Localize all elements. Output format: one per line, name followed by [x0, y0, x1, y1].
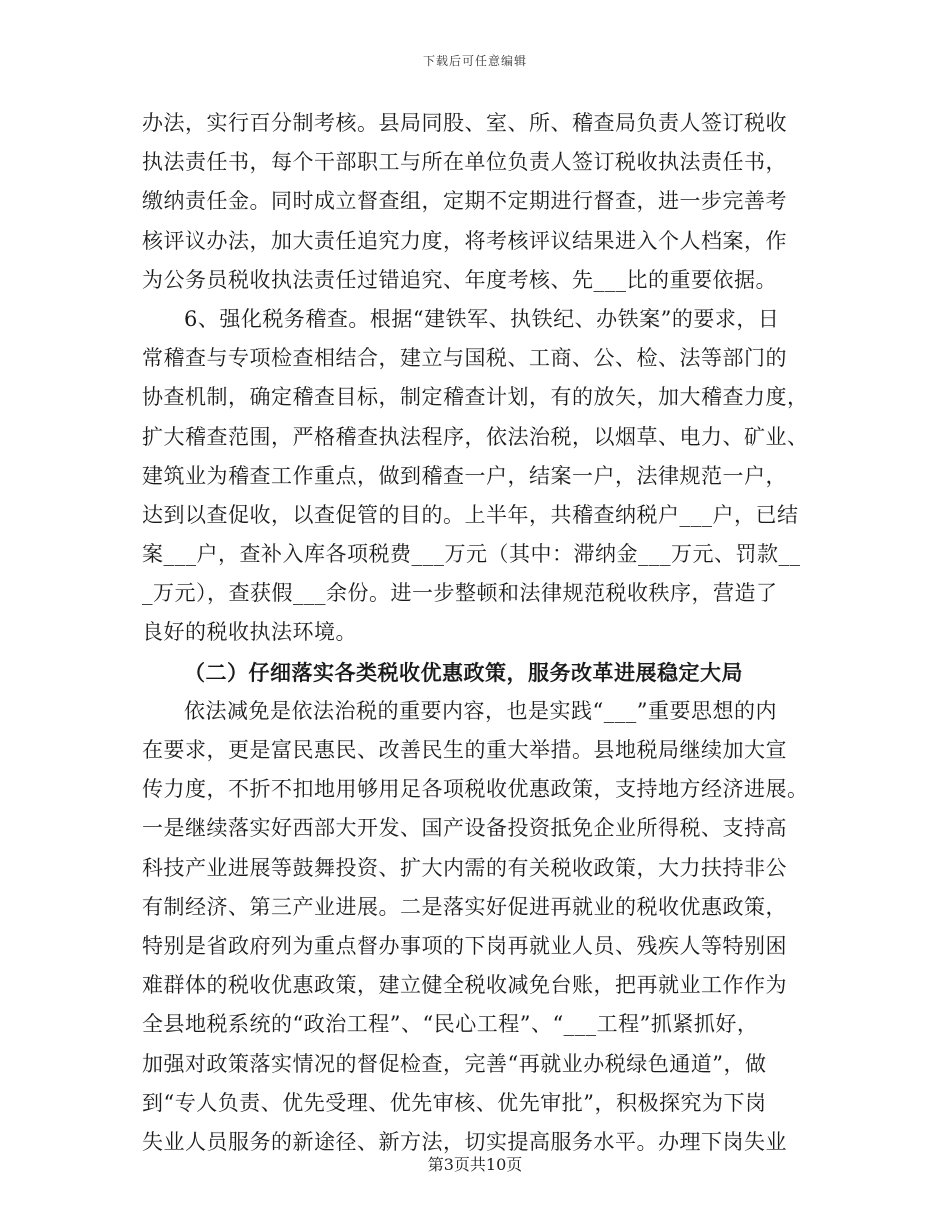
text-line: 良好的税收执法环境。: [142, 620, 357, 645]
text-line: _万元），查获假___余份。进一步整顿和法律规范税收秩序，营造了: [142, 581, 778, 606]
text-line: 执法责任书，每个干部职工与所在单位负责人签订税收执法责任书，: [142, 150, 787, 175]
text-line: 案___户，查补入库各项税费___万元（其中：滞纳金___万元、罚款__: [142, 542, 801, 567]
text-line: 为公务员税收执法责任过错追究、年度考核、先___比的重要依据。: [142, 267, 777, 292]
paragraph-start-line: 依法减免是依法治税的重要内容，也是实践“___”重要思想的内: [184, 698, 777, 723]
paragraph-start-line: 6、强化税务稽查。根据“建铁军、执铁纪、办铁案”的要求，日: [184, 306, 780, 331]
text-line: 特别是省政府列为重点督办事项的下岗再就业人员、残疾人等特别困: [142, 933, 787, 958]
text-line: 达到以查促收，以查促管的目的。上半年，共稽查纳税户___户，已结: [142, 502, 799, 527]
text-line: 办法，实行百分制考核。县局同股、室、所、稽查局负责人签订税收: [142, 111, 787, 135]
text-line: 难群体的税收优惠政策，建立健全税收减免台账，把再就业工作作为: [142, 973, 787, 998]
text-line: 在要求，更是富民惠民、改善民生的重大举措。县地税局继续加大宣: [142, 738, 787, 762]
text-line: 传力度，不折不扣地用够用足各项税收优惠政策，支持地方经济进展。: [142, 777, 809, 802]
text-line: 加强对政策落实情况的督促检查，完善“再就业办税绿色通道”，做: [142, 1051, 767, 1076]
text-line: 一是继续落实好西部大开发、国产设备投资抵免企业所得税、支持高: [142, 816, 787, 841]
text-line: 全县地税系统的“政治工程”、“民心工程”、“___工程”抓紧抓好，: [142, 1012, 759, 1037]
section-heading: （二）仔细落实各类税收优惠政策，服务改革进展稳定大局: [184, 659, 743, 685]
text-line: 失业人员服务的新途径、新方法，切实提高服务水平。办理下岗失业: [142, 1129, 787, 1154]
text-line: 建筑业为稽查工作重点，做到稽查一户，结案一户，法律规范一户，: [142, 463, 787, 488]
page-number: 第3页共10页: [427, 1155, 523, 1174]
text-line: 扩大稽查范围，严格稽查执法程序，依法治税，以烟草、电力、矿业、: [142, 424, 809, 449]
text-line: 协查机制，确定稽查目标，制定稽查计划，有的放矢，加大稽查力度，: [142, 385, 809, 410]
text-line: 常稽查与专项检查相结合，建立与国税、工商、公、检、法等部门的: [142, 346, 787, 371]
text-line: 缴纳责任金。同时成立督查组，定期不定期进行督查，进一步完善考: [142, 189, 787, 214]
text-line: 科技产业进展等鼓舞投资、扩大内需的有关税收政策，大力扶持非公: [142, 855, 787, 880]
text-line: 到“专人负责、优先受理、优先审核、优先审批”，积极探究为下岗: [142, 1090, 767, 1115]
text-line: 核评议办法，加大责任追究力度，将考核评议结果进入个人档案，作: [142, 228, 787, 253]
text-line: 有制经济、第三产业进展。二是落实好促进再就业的税收优惠政策，: [142, 894, 787, 919]
page-header-note: 下载后可任意编辑: [422, 54, 527, 68]
document-body: [142, 104, 822, 1162]
